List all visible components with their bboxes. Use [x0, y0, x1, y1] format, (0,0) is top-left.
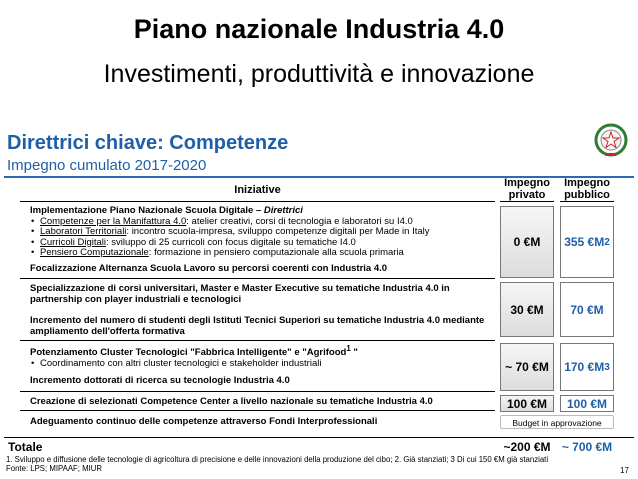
initiative-title: Potenziamento Cluster Tecnologici "Fabbrica Intelligente" e "Agrifood: [30, 347, 347, 359]
budget-note: Budget in approvazione: [500, 415, 614, 429]
initiative-dottorati: Incremento dottorati di ricerca su tecnologie Industria 4.0: [30, 375, 290, 386]
footnote-ref: 1: [346, 344, 351, 353]
public-value-box: [560, 343, 614, 391]
bullet-keyword: Laboratori Territoriali: [40, 226, 127, 237]
bullet-item: • Coordinamento con altri cluster tecnologici e stakeholder industriali: [30, 359, 495, 370]
initiative-corsi-universitari: Specializzazione di corsi universitari, Master e Master Executive su tematiche Industria 4.0 in partnership con player industriali e tecnologici: [30, 283, 450, 305]
main-title: Piano nazionale Industria 4.0: [133, 14, 505, 44]
footnote-ref: 3: [604, 361, 610, 373]
slide-title: Direttrici chiave: Competenze: [7, 132, 289, 154]
column-header-initiatives: Iniziative: [234, 184, 281, 196]
row-divider: [20, 391, 495, 392]
bullet-text: : atelier creativi, corsi di tecnologia e laboratori su I4.0: [186, 215, 413, 227]
initiative-title-italic: Direttrici: [263, 205, 303, 216]
column-header-private: Impegno privato: [504, 177, 550, 201]
bullet-item: [30, 248, 495, 259]
bullet-keyword: Curricoli Digitali: [40, 236, 106, 248]
total-label: Totale: [8, 440, 43, 454]
total-private: ~200 €M: [503, 440, 551, 454]
public-value: 355 €M: [564, 235, 605, 249]
public-value-box: [560, 206, 614, 278]
row-divider: [20, 278, 495, 279]
private-value-box: 0 €M: [500, 206, 554, 278]
initiative-title: Implementazione Piano Nazionale Scuola Digitale –: [30, 205, 262, 216]
header-underline: [20, 201, 495, 202]
bullet-text: : formazione in pensiero computazionale alla scuola primaria: [148, 247, 404, 258]
row-divider: [20, 410, 495, 411]
page-number: 17: [620, 466, 629, 475]
bullet-text: : sviluppo di 25 curricoli con focus digitale su tematiche I4.0: [106, 236, 356, 248]
initiative-title-end: ": [350, 347, 358, 359]
bullet-keyword: Competenze per la Manifattura 4.0: [40, 215, 187, 227]
bullet-keyword: Pensiero Computazionale: [40, 247, 149, 258]
initiative-alternanza: Focalizzazione Alternanza Scuola Lavoro su percorsi coerenti con Industria 4.0: [30, 263, 388, 274]
total-public: ~ 700 €M: [561, 440, 613, 454]
private-value-box: 30 €M: [500, 282, 554, 337]
row-divider: [20, 340, 495, 341]
public-value: 170 €M: [564, 360, 605, 374]
main-subtitle: Investimenti, produttività e innovazione: [103, 60, 535, 88]
column-header-public: Impegno pubblico: [564, 177, 610, 201]
initiative-competence-center: Creazione di selezionati Competence Center a livello nazionale su tematiche Industria 4.0: [30, 396, 433, 407]
private-value-box: 100 €M: [500, 395, 554, 412]
italian-republic-emblem-icon: [594, 122, 628, 158]
initiative-fondi-interprofessionali: Adeguamento continuo delle competenze attraverso Fondi Interprofessionali: [30, 416, 378, 427]
initiative-cluster: [30, 344, 495, 369]
bullet-text: : incontro scuola-impresa, sviluppo competenze digitali per Made in Italy: [126, 226, 430, 237]
footnote-ref: 2: [604, 236, 610, 248]
initiative-its: Incremento del numero di studenti degli Istituti Tecnici Superiori su tematiche Industria 4.0 mediante ampliamento dell'offerta formativa: [30, 315, 485, 337]
source-note: Fonte: LPS; MIPAAF; MIUR: [6, 464, 103, 473]
footnote: 1. Sviluppo e diffusione delle tecnologie di agricoltura di precisione e delle innovazioni della produzione del cibo; 2. Già stanziati; 3 Di cui 150 €M già stanziati: [6, 455, 549, 464]
total-divider: [4, 437, 634, 438]
private-value-box: ~ 70 €M: [500, 343, 554, 391]
header-underline: [500, 201, 554, 202]
initiative-scuola-digitale: [30, 206, 495, 259]
header-underline: [560, 201, 614, 202]
slide-subtitle: Impegno cumulato 2017-2020: [7, 157, 207, 174]
public-value-box: 100 €M: [560, 395, 614, 412]
public-value-box: 70 €M: [560, 282, 614, 337]
